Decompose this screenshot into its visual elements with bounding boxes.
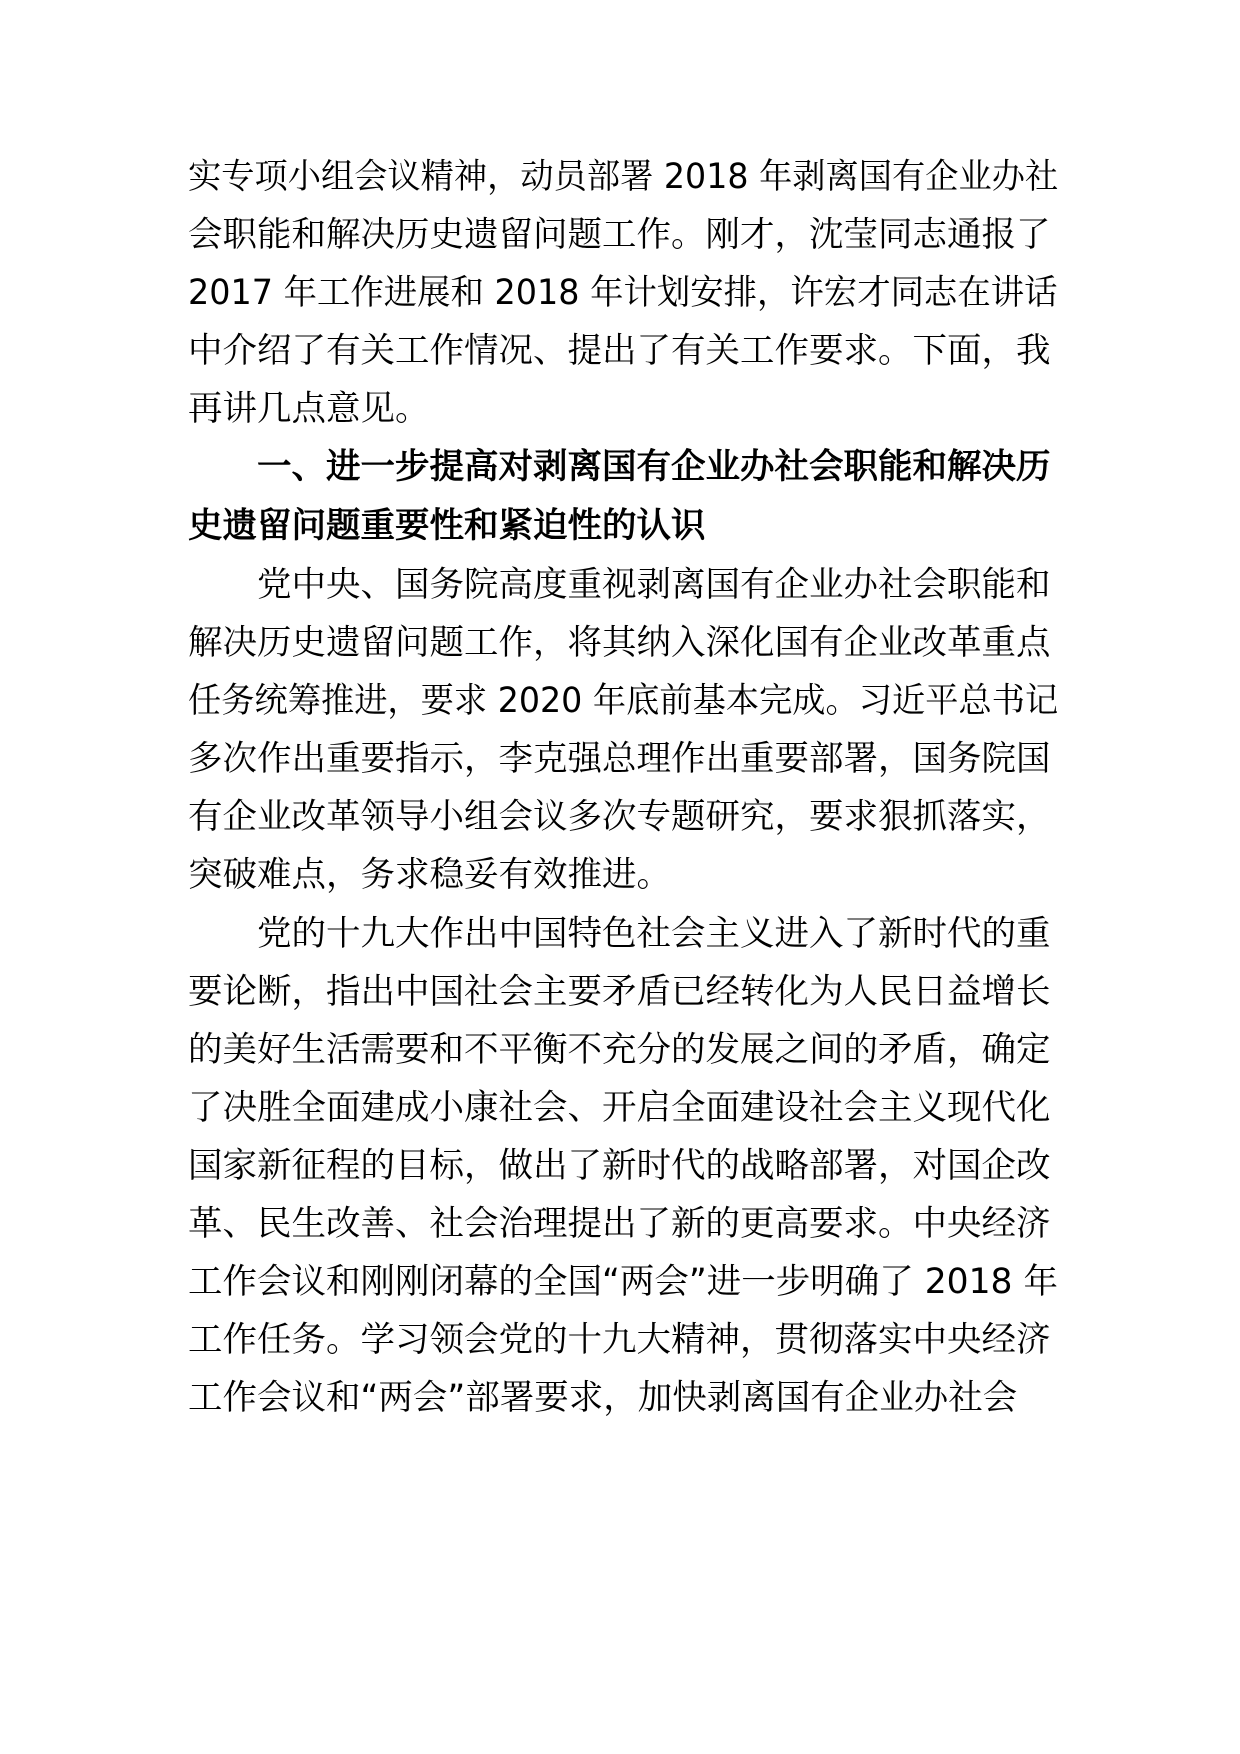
body-text-line: 工作会议和刚刚闭幕的全国“两会”进一步明确了 2018 年 (188, 1262, 1058, 1302)
body-text-line: 的美好生活需要和不平衡不充分的发展之间的矛盾，确定 (188, 1030, 1051, 1070)
body-text-line: 工作会议和“两会”部署要求，加快剥离国有企业办社会 (188, 1378, 1018, 1418)
section-heading-line: 一、进一步提高对剥离国有企业办社会职能和解决历 (257, 447, 1051, 487)
body-text-line: 多次作出重要指示，李克强总理作出重要部署，国务院国 (188, 739, 1051, 779)
body-text-line: 实专项小组会议精神，动员部署 2018 年剥离国有企业办社 (188, 157, 1059, 197)
body-text-line: 突破难点，务求稳妥有效推进。 (188, 855, 671, 895)
body-text-line: 革、民生改善、社会治理提出了新的更高要求。中央经济 (188, 1204, 1051, 1244)
body-text-line: 2017 年工作进展和 2018 年计划安排，许宏才同志在讲话 (188, 273, 1058, 313)
body-text-line: 党中央、国务院高度重视剥离国有企业办社会职能和 (257, 565, 1051, 605)
body-text-line: 党的十九大作出中国特色社会主义进入了新时代的重 (257, 914, 1051, 954)
body-text-line: 国家新征程的目标，做出了新时代的战略部署，对国企改 (188, 1146, 1051, 1186)
body-text-line: 再讲几点意见。 (188, 389, 430, 429)
body-text-line: 解决历史遗留问题工作，将其纳入深化国有企业改革重点 (188, 623, 1051, 663)
body-text-line: 中介绍了有关工作情况、提出了有关工作要求。下面，我 (188, 331, 1051, 371)
section-heading-line: 史遗留问题重要性和紧迫性的认识 (188, 506, 706, 546)
body-text-line: 工作任务。学习领会党的十九大精神，贯彻落实中央经济 (188, 1320, 1051, 1360)
body-text-line: 会职能和解决历史遗留问题工作。刚才，沈莹同志通报了 (188, 215, 1051, 255)
body-text-line: 要论断，指出中国社会主要矛盾已经转化为人民日益增长 (188, 972, 1051, 1012)
body-text-line: 了决胜全面建成小康社会、开启全面建设社会主义现代化 (188, 1088, 1051, 1128)
body-text-line: 任务统筹推进，要求 2020 年底前基本完成。习近平总书记 (188, 681, 1059, 721)
body-text-line: 有企业改革领导小组会议多次专题研究，要求狠抓落实， (188, 797, 1051, 837)
